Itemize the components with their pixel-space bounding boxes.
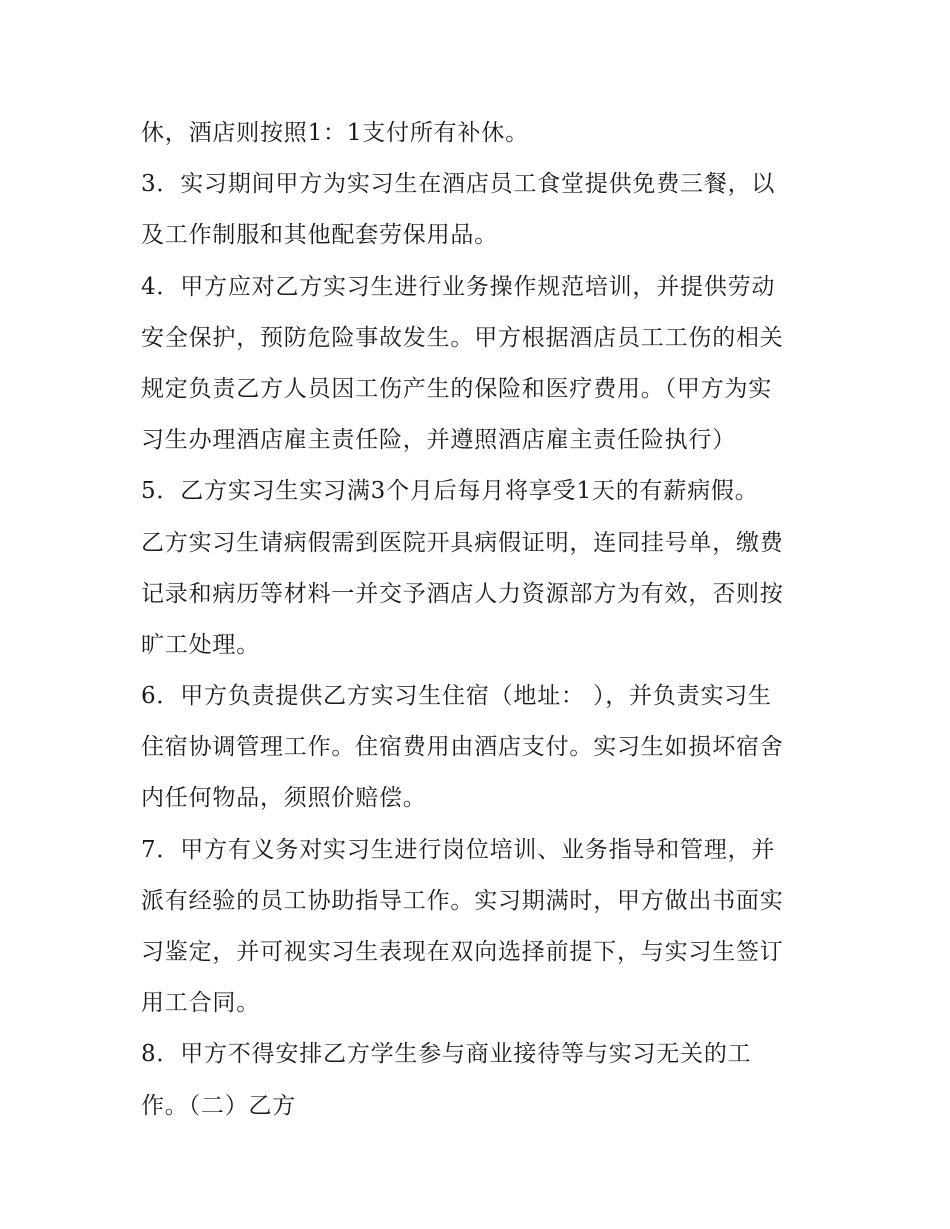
text-line-13: 住宿协调管理工作。住宿费用由酒店支付。实习生如损坏宿舍 (141, 734, 784, 761)
text-line-18: 用工合同。 (141, 990, 260, 1017)
text-line-2: 3．实习期间甲方为实习生在酒店员工食堂提供免费三餐，以 (141, 171, 776, 198)
text-line-3: 及工作制服和其他配套劳保用品。 (141, 222, 498, 249)
text-line-7: 习生办理酒店雇主责任险，并遵照酒店雇主责任险执行） (141, 427, 736, 454)
text-line-8: 5．乙方实习生实习满3个月后每月将享受1天的有薪病假。 (141, 478, 759, 505)
text-line-14: 内任何物品，须照价赔偿。 (141, 785, 427, 812)
text-line-5: 安全保护，预防危险事故发生。甲方根据酒店员工工伤的相关 (141, 324, 784, 351)
text-line-15: 7．甲方有义务对实习生进行岗位培训、业务指导和管理，并 (141, 836, 776, 863)
text-line-6: 规定负责乙方人员因工伤产生的保险和医疗费用。（甲方为实 (141, 375, 773, 402)
text-line-20: 作。（二）乙方 (141, 1092, 297, 1119)
text-line-1: 休，酒店则按照1：1支付所有补休。 (141, 120, 529, 146)
text-line-12: 6．甲方负责提供乙方实习生住宿（地址： ），并负责实习生 (141, 683, 772, 710)
text-line-16: 派有经验的员工协助指导工作。实习期满时，甲方做出书面实 (141, 887, 784, 914)
text-line-19: 8．甲方不得安排乙方学生参与商业接待等与实习无关的工 (141, 1041, 752, 1068)
text-line-4: 4．甲方应对乙方实习生进行业务操作规范培训，并提供劳动 (141, 273, 776, 300)
text-line-9: 乙方实习生请病假需到医院开具病假证明，连同挂号单，缴费 (141, 529, 784, 556)
text-line-17: 习鉴定，并可视实习生表现在双向选择前提下，与实习生签订 (141, 939, 784, 965)
text-line-10: 记录和病历等材料一并交予酒店人力资源部方为有效，否则按 (141, 580, 784, 607)
text-line-11: 旷工处理。 (141, 631, 260, 658)
document-body (141, 108, 831, 1132)
